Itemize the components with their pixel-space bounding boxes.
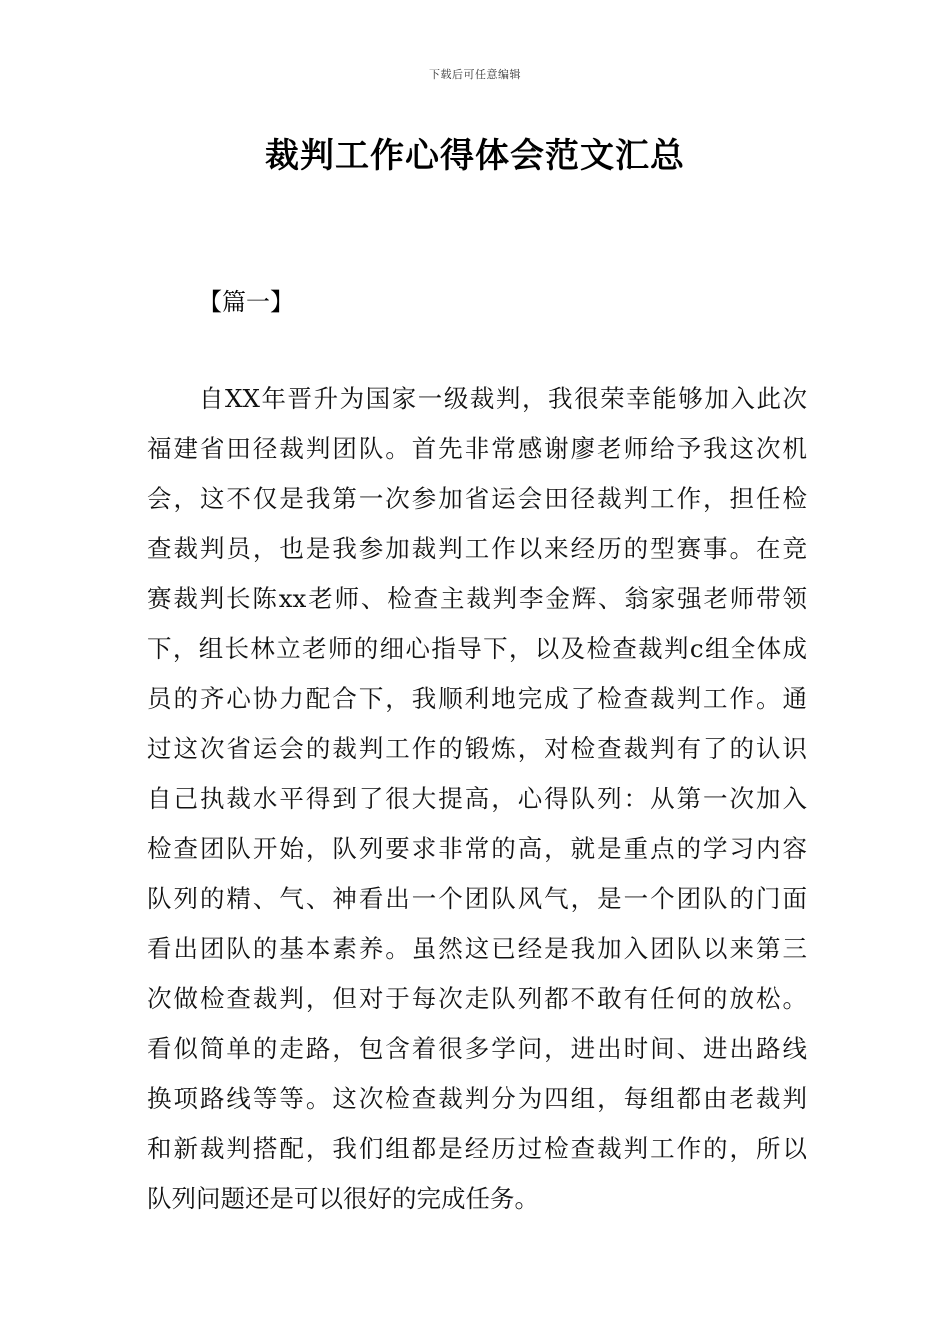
paragraph-line: 赛裁判长陈xx老师、检查主裁判李金辉、翁家强老师带领 xyxy=(147,584,807,613)
paragraph-line: 自己执裁水平得到了很大提高，心得队列：从第一次加入 xyxy=(147,784,807,813)
paragraph-line: 队列的精、气、神看出一个团队风气，是一个团队的门面 xyxy=(147,884,807,913)
paragraph-line: 检查团队开始，队列要求非常的高，就是重点的学习内容 xyxy=(147,834,807,863)
document-title: 裁判工作心得体会范文汇总 xyxy=(265,136,685,176)
section-heading: 【篇一】 xyxy=(198,288,294,316)
paragraph-line: 员的齐心协力配合下，我顺利地完成了检查裁判工作。通 xyxy=(147,684,807,713)
header-note: 下载后可任意编辑 xyxy=(429,68,521,81)
paragraph-line: 看出团队的基本素养。虽然这已经是我加入团队以来第三 xyxy=(147,934,807,963)
paragraph-line: 福建省田径裁判团队。首先非常感谢廖老师给予我这次机 xyxy=(147,434,807,463)
paragraph-line: 查裁判员，也是我参加裁判工作以来经历的型赛事。在竞 xyxy=(147,534,807,563)
body-paragraph xyxy=(147,374,807,1224)
paragraph-line: 会，这不仅是我第一次参加省运会田径裁判工作，担任检 xyxy=(147,484,807,513)
paragraph-line: 自XX年晋升为国家一级裁判，我很荣幸能够加入此次 xyxy=(199,384,807,413)
paragraph-line: 过这次省运会的裁判工作的锻炼，对检查裁判有了的认识 xyxy=(147,734,807,763)
paragraph-line: 下，组长林立老师的细心指导下，以及检查裁判c组全体成 xyxy=(147,634,807,663)
paragraph-line: 换项路线等等。这次检查裁判分为四组，每组都由老裁判 xyxy=(147,1084,807,1113)
paragraph-line: 看似简单的走路，包含着很多学问，进出时间、进出路线 xyxy=(147,1034,807,1063)
paragraph-line: 队列问题还是可以很好的完成任务。 xyxy=(147,1184,539,1213)
paragraph-line: 次做检查裁判，但对于每次走队列都不敢有任何的放松。 xyxy=(147,984,807,1013)
paragraph-line: 和新裁判搭配，我们组都是经历过检查裁判工作的，所以 xyxy=(147,1134,807,1163)
